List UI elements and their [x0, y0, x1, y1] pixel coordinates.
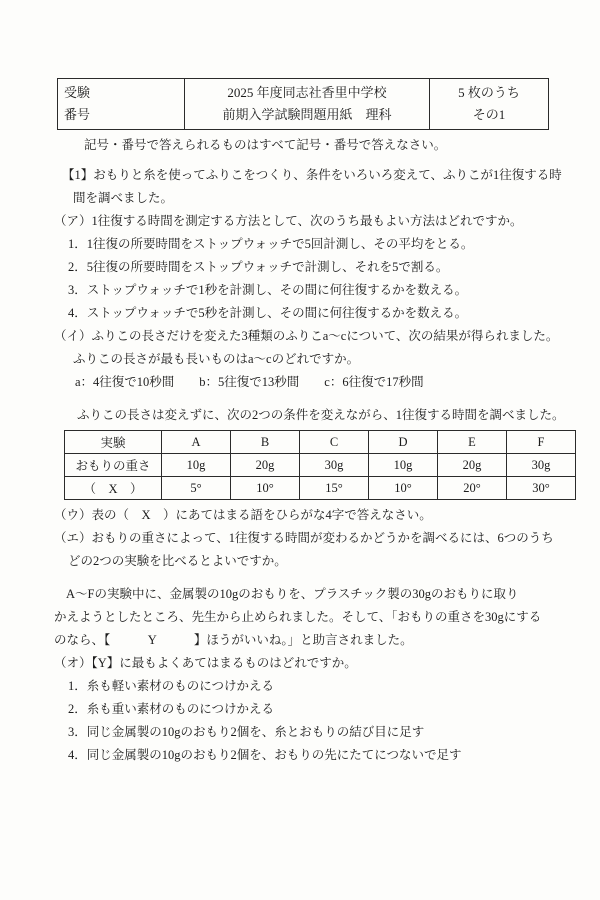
- q1-intro-line2: 間を調べました。: [73, 191, 174, 205]
- question-b-prompt-line1: （イ）ふりこの長さだけを変えた3種類のふりこa〜cについて、次の結果が得られました。: [54, 329, 559, 343]
- table-cell: 10g: [162, 454, 231, 477]
- weight-row: [65, 454, 576, 477]
- passage-line3: のなら、【 Y 】ほうがいいね。」と助言されました。: [54, 633, 413, 647]
- question-e-option-2: 2．糸も重い素材のものにつけかえる: [68, 702, 275, 716]
- question-a-option-3: 3．ストップウォッチで1秒を計測し、その間に何往復するかを数える。: [68, 283, 468, 297]
- table-cell: 5°: [162, 477, 231, 500]
- table-cell: 30g: [300, 454, 369, 477]
- question-a-prompt: （ア）1往復する時間を測定する方法として、次のうち最もよい方法はどれですか。: [54, 214, 523, 228]
- table-header-cell: A: [162, 431, 231, 454]
- table-cell: 20g: [438, 454, 507, 477]
- examinee-number-cell: [58, 79, 185, 130]
- examinee-number-label-line2: 番号: [64, 107, 91, 122]
- header-table: [57, 78, 549, 130]
- table-cell: 10°: [369, 477, 438, 500]
- table-cell: 20g: [231, 454, 300, 477]
- school-year-title: 2025 年度同志社香里中学校: [227, 85, 387, 100]
- table-cell: （ X ）: [65, 477, 162, 500]
- table-header-cell: C: [300, 431, 369, 454]
- table-cell: 20°: [438, 477, 507, 500]
- table-header-cell: B: [231, 431, 300, 454]
- question-c-prompt: （ウ）表の（ X ）にあてはまる語をひらがな4字で答えなさい。: [54, 508, 432, 522]
- q1-intro-line1: 【1】おもりと糸を使ってふりこをつくり、条件をいろいろ変えて、ふりこが1往復する時: [62, 168, 562, 182]
- question-d-prompt-line1: （エ）おもりの重さによって、1往復する時間が変わるかどうかを調べるには、6つのうち: [54, 531, 554, 545]
- x-row: [65, 477, 576, 500]
- question-a-option-1: 1．1往復の所要時間をストップウォッチで5回計測し、その平均をとる。: [68, 237, 474, 251]
- table-cell: 10°: [231, 477, 300, 500]
- question-1-body: [0, 164, 600, 767]
- sheet-count: 5 枚のうち: [458, 85, 520, 100]
- passage-line2: かえようとしたところ、先生から止められました。そして、「おもりの重さを30gにする: [54, 610, 542, 624]
- question-e-option-4: 4．同じ金属製の10gのおもり2個を、おもりの先にたてにつないで足す: [68, 748, 462, 762]
- question-e-prompt: （オ）【Y】に最もよくあてはまるものはどれですか。: [54, 656, 357, 670]
- passage-line1: A〜Fの実験中に、金属製の10gのおもりを、プラスチック製の30gのおもりに取り: [66, 587, 519, 601]
- sheet-number-cell: [430, 79, 549, 130]
- experiment-table-intro: ふりこの長さは変えずに、次の2つの条件を変えながら、1往復する時間を調べました。: [77, 408, 565, 422]
- table-header-cell: E: [438, 431, 507, 454]
- question-e-option-3: 3．同じ金属製の10gのおもり2個を、糸とおもりの結び目に足す: [68, 725, 425, 739]
- table-cell: おもりの重さ: [65, 454, 162, 477]
- question-a-option-4: 4．ストップウォッチで5秒を計測し、その間に何往復するかを数える。: [68, 306, 468, 320]
- exam-title-cell: [185, 79, 430, 130]
- question-d-prompt-line2: どの2つの実験を比べるとよいですか。: [68, 554, 287, 568]
- table-cell: 30°: [507, 477, 576, 500]
- experiment-table-header-row: [65, 431, 576, 454]
- answer-instruction: 記号・番号で答えられるものはすべて記号・番号で答えなさい。: [84, 138, 447, 152]
- table-header-cell: 実験: [65, 431, 162, 454]
- question-a-option-2: 2．5往復の所要時間をストップウォッチで計測し、それを5で割る。: [68, 260, 449, 274]
- table-cell: 15°: [300, 477, 369, 500]
- table-cell: 30g: [507, 454, 576, 477]
- paper-title: 前期入学試験問題用紙 理科: [222, 107, 392, 122]
- question-e-option-1: 1．糸も軽い素材のものにつけかえる: [68, 679, 275, 693]
- table-header-cell: F: [507, 431, 576, 454]
- table-header-cell: D: [369, 431, 438, 454]
- question-b-prompt-line2: ふりこの長さが最も長いものはa〜cのどれですか。: [73, 352, 360, 366]
- header-row: [58, 79, 549, 130]
- question-b-results: a：4往復で10秒間 b：5往復で13秒間 c：6往復で17秒間: [75, 375, 424, 389]
- sheet-index: その1: [472, 107, 506, 122]
- experiment-table: [64, 430, 576, 500]
- table-cell: 10g: [369, 454, 438, 477]
- examinee-number-label-line1: 受験: [64, 85, 91, 100]
